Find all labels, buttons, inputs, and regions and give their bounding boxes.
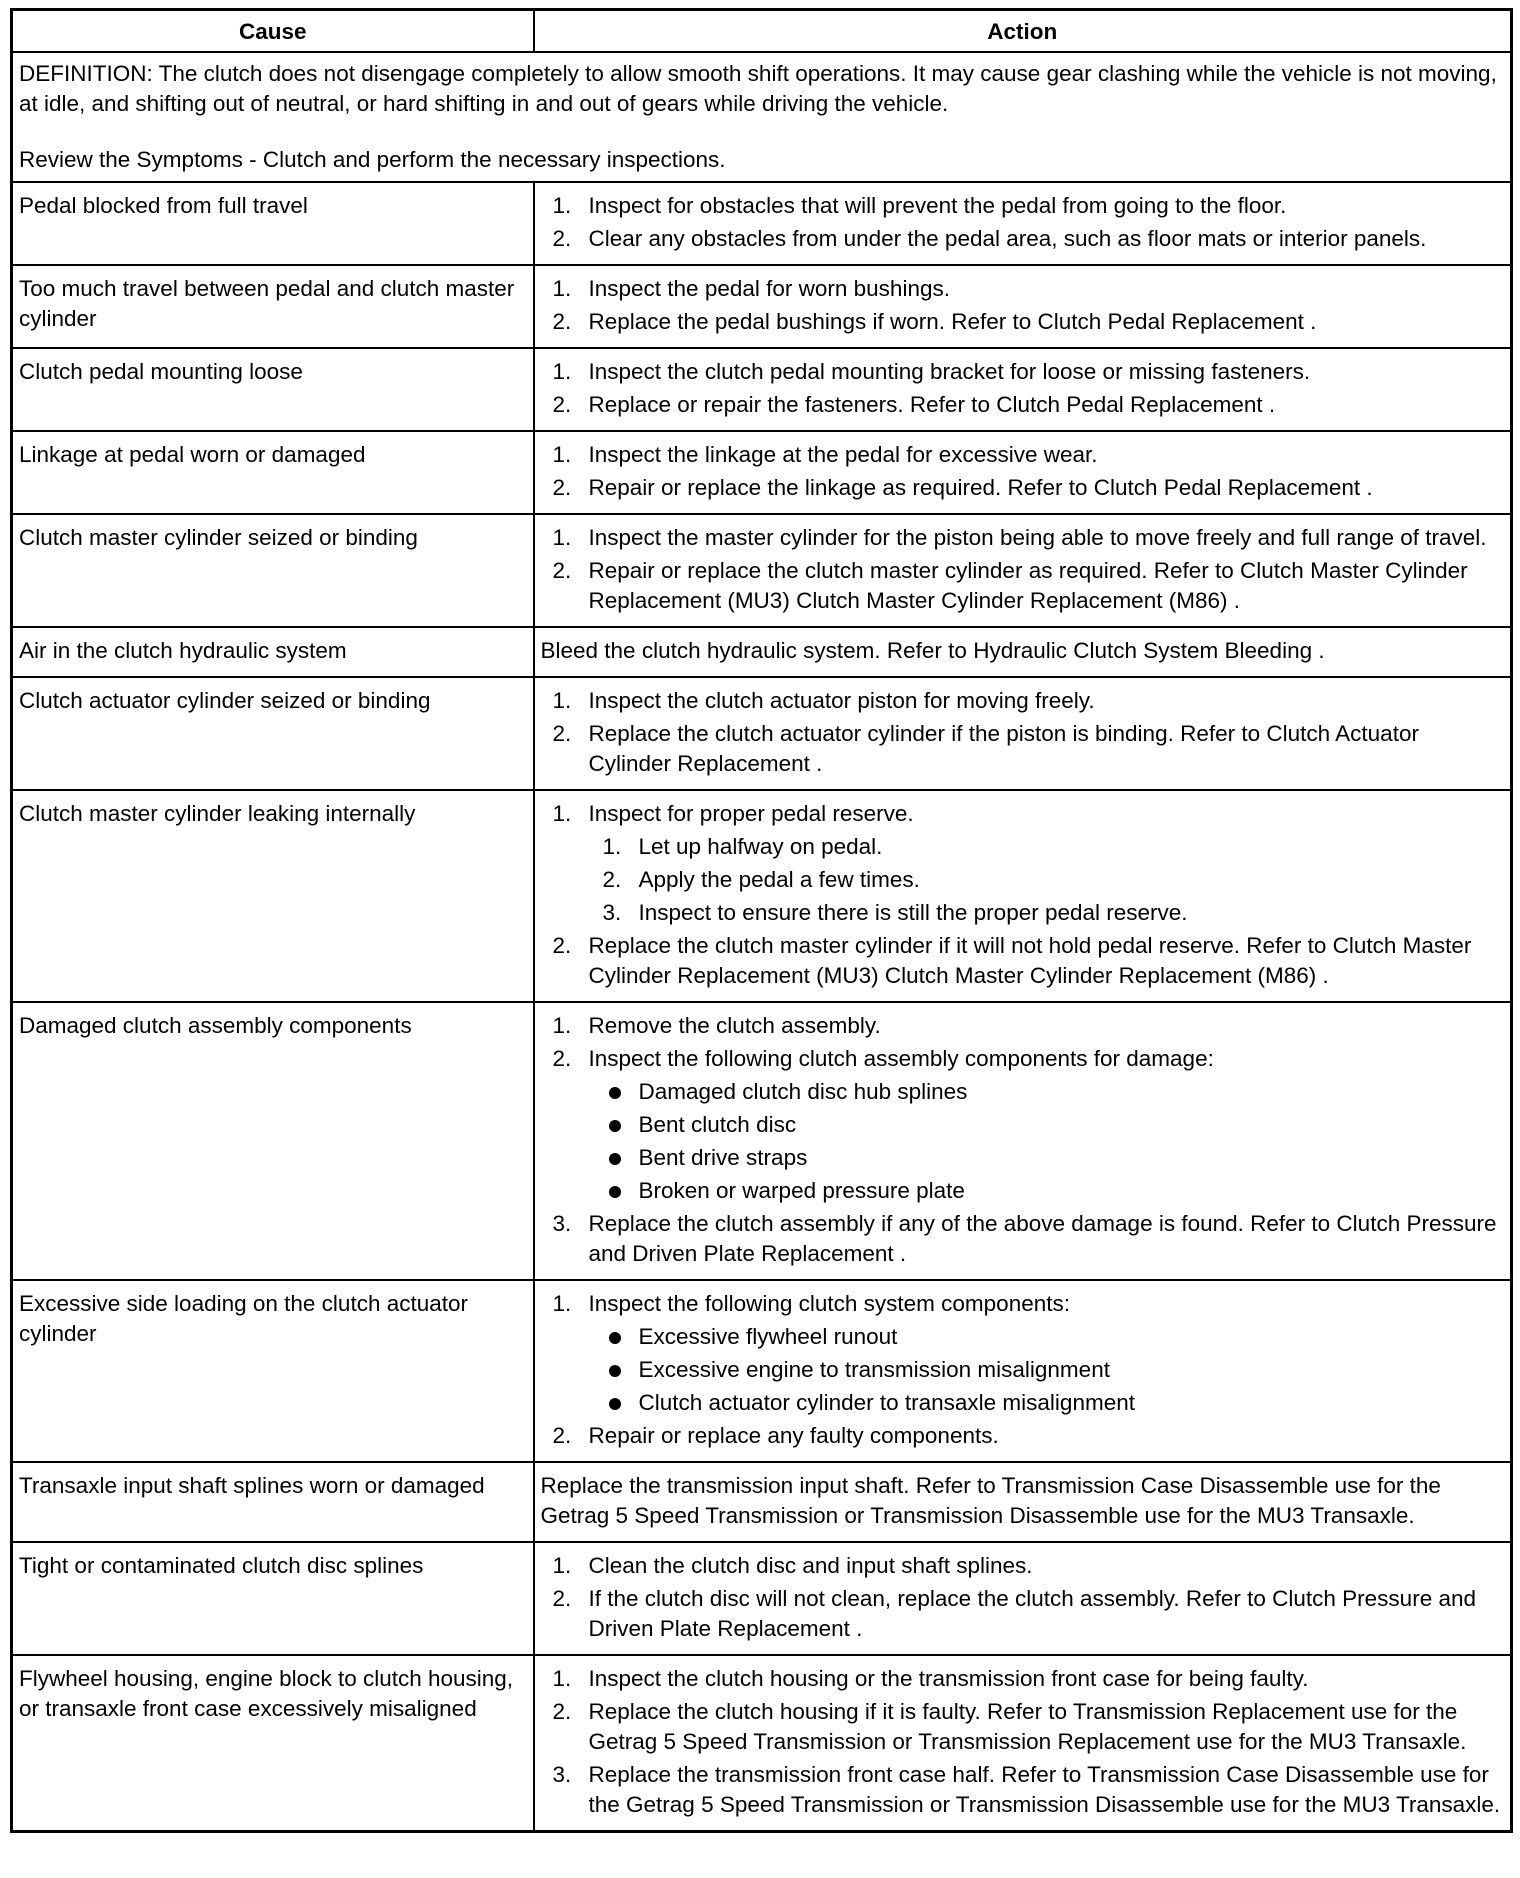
table-row xyxy=(12,348,1512,431)
step-item xyxy=(541,931,1505,991)
step-item xyxy=(541,357,1505,387)
bullet-list xyxy=(589,1077,1505,1206)
step-number: 3. xyxy=(552,1762,572,1787)
substep-item xyxy=(589,865,1505,895)
table-row xyxy=(12,1655,1512,1832)
step-number: 2. xyxy=(552,309,572,334)
bullet-item: Broken or warped pressure plate xyxy=(589,1176,1505,1206)
step-item xyxy=(541,191,1505,221)
cause-cell: Too much travel between pedal and clutch master cylinder xyxy=(12,265,534,348)
step-item xyxy=(541,224,1505,254)
substep-item xyxy=(589,898,1505,928)
substep-number: 1. xyxy=(602,834,622,859)
step-number: 1. xyxy=(552,442,572,467)
table-row xyxy=(12,182,1512,265)
step-text: Replace the clutch assembly if any of the above damage is found. Refer to Clutch Pressure and Driven Plate Replacement . xyxy=(588,1211,1497,1266)
step-item xyxy=(541,1551,1505,1581)
step-list xyxy=(541,191,1505,254)
header-row xyxy=(12,10,1512,53)
action-cell xyxy=(534,1655,1512,1832)
step-text: Inspect the clutch pedal mounting bracket for loose or missing fasteners. xyxy=(588,359,1311,384)
table-row xyxy=(12,1542,1512,1655)
step-number: 2. xyxy=(552,933,572,958)
step-item xyxy=(541,556,1505,616)
table-row xyxy=(12,627,1512,677)
step-text: Inspect the following clutch system components: xyxy=(588,1291,1070,1316)
step-text: Inspect for obstacles that will prevent the pedal from going to the floor. xyxy=(588,193,1287,218)
step-item xyxy=(541,440,1505,470)
step-number: 2. xyxy=(552,1046,572,1071)
step-item xyxy=(541,686,1505,716)
substep-text: Inspect to ensure there is still the proper pedal reserve. xyxy=(638,900,1188,925)
diagnostic-page xyxy=(10,8,1510,1833)
step-item xyxy=(541,1664,1505,1694)
substep-item xyxy=(589,832,1505,862)
definition-cell xyxy=(12,52,1512,182)
bullet-item: Clutch actuator cylinder to transaxle misalignment xyxy=(589,1388,1505,1418)
step-item xyxy=(541,1289,1505,1418)
step-number: 2. xyxy=(552,1586,572,1611)
step-list xyxy=(541,274,1505,337)
substep-list xyxy=(589,832,1505,928)
step-text: Inspect the pedal for worn bushings. xyxy=(588,276,950,301)
step-item xyxy=(541,1584,1505,1644)
diagnostic-table xyxy=(10,8,1513,1833)
step-text: Repair or replace the linkage as required. Refer to Clutch Pedal Replacement . xyxy=(588,475,1373,500)
action-cell xyxy=(534,1280,1512,1462)
step-text: Repair or replace any faulty components. xyxy=(588,1423,999,1448)
action-header: Action xyxy=(534,10,1512,53)
step-item xyxy=(541,274,1505,304)
step-text: Inspect the clutch housing or the transmission front case for being faulty. xyxy=(588,1666,1309,1691)
bullet-item: Excessive flywheel runout xyxy=(589,1322,1505,1352)
step-item xyxy=(541,719,1505,779)
step-text: Inspect the linkage at the pedal for excessive wear. xyxy=(588,442,1098,467)
step-list xyxy=(541,523,1505,616)
step-text: Inspect for proper pedal reserve. xyxy=(588,801,914,826)
step-text: Replace the pedal bushings if worn. Refer to Clutch Pedal Replacement . xyxy=(588,309,1317,334)
step-text: Clear any obstacles from under the pedal area, such as floor mats or interior panels. xyxy=(588,226,1427,251)
step-number: 3. xyxy=(552,1211,572,1236)
substep-number: 2. xyxy=(602,867,622,892)
step-item xyxy=(541,1209,1505,1269)
step-text: If the clutch disc will not clean, replace the clutch assembly. Refer to Clutch Pressure and Driven Plate Replacement . xyxy=(588,1586,1476,1641)
cause-cell: Clutch master cylinder leaking internally xyxy=(12,790,534,1002)
step-text: Replace the clutch housing if it is faulty. Refer to Transmission Replacement use for the Getrag 5 Speed Transmission or Transmission Replacement use for the MU3 Transaxle. xyxy=(588,1699,1467,1754)
step-item xyxy=(541,799,1505,928)
step-number: 2. xyxy=(552,1423,572,1448)
step-number: 2. xyxy=(552,226,572,251)
table-row xyxy=(12,431,1512,514)
action-cell xyxy=(534,182,1512,265)
step-number: 1. xyxy=(552,1666,572,1691)
step-item xyxy=(541,1697,1505,1757)
cause-cell: Linkage at pedal worn or damaged xyxy=(12,431,534,514)
step-text: Inspect the following clutch assembly components for damage: xyxy=(588,1046,1214,1071)
step-number: 2. xyxy=(552,475,572,500)
step-text: Inspect the clutch actuator piston for moving freely. xyxy=(588,688,1095,713)
bullet-item: Bent clutch disc xyxy=(589,1110,1505,1140)
step-list xyxy=(541,1551,1505,1644)
bullet-item: Bent drive straps xyxy=(589,1143,1505,1173)
table-row xyxy=(12,1280,1512,1462)
step-item xyxy=(541,1044,1505,1206)
table-row xyxy=(12,514,1512,627)
step-text: Replace the clutch master cylinder if it will not hold pedal reserve. Refer to Clutch Master Cylinder Replacement (MU3) Clutch Master Cylinder Replacement (M86) . xyxy=(588,933,1472,988)
table-row xyxy=(12,1002,1512,1280)
action-cell xyxy=(534,348,1512,431)
cause-cell: Air in the clutch hydraulic system xyxy=(12,627,534,677)
bullet-item: Excessive engine to transmission misalignment xyxy=(589,1355,1505,1385)
action-cell: Bleed the clutch hydraulic system. Refer to Hydraulic Clutch System Bleeding . xyxy=(534,627,1512,677)
table-row xyxy=(12,677,1512,790)
step-list xyxy=(541,686,1505,779)
step-list xyxy=(541,1011,1505,1269)
action-cell xyxy=(534,265,1512,348)
step-list xyxy=(541,799,1505,991)
step-number: 1. xyxy=(552,1553,572,1578)
cause-cell: Clutch master cylinder seized or binding xyxy=(12,514,534,627)
bullet-list xyxy=(589,1322,1505,1418)
action-cell xyxy=(534,431,1512,514)
definition-row xyxy=(12,52,1512,182)
step-number: 1. xyxy=(552,193,572,218)
action-cell xyxy=(534,1542,1512,1655)
step-number: 1. xyxy=(552,359,572,384)
step-list xyxy=(541,1289,1505,1451)
step-item xyxy=(541,390,1505,420)
step-text: Clean the clutch disc and input shaft splines. xyxy=(588,1553,1033,1578)
step-number: 2. xyxy=(552,392,572,417)
step-text: Replace the transmission front case half. Refer to Transmission Case Disassemble use for the Getrag 5 Speed Transmission or Transmission Disassemble use for the MU3 Transaxle. xyxy=(588,1762,1501,1817)
substep-text: Apply the pedal a few times. xyxy=(638,867,920,892)
table-row xyxy=(12,790,1512,1002)
substep-text: Let up halfway on pedal. xyxy=(638,834,883,859)
step-list xyxy=(541,440,1505,503)
action-cell: Replace the transmission input shaft. Refer to Transmission Case Disassemble use for the Getrag 5 Speed Transmission or Transmission Disassemble use for the MU3 Transaxle. xyxy=(534,1462,1512,1542)
table-row xyxy=(12,1462,1512,1542)
step-text: Inspect the master cylinder for the piston being able to move freely and full range of travel. xyxy=(588,525,1487,550)
action-cell xyxy=(534,1002,1512,1280)
cause-cell: Tight or contaminated clutch disc splines xyxy=(12,1542,534,1655)
step-number: 2. xyxy=(552,721,572,746)
cause-header: Cause xyxy=(12,10,534,53)
bullet-item: Damaged clutch disc hub splines xyxy=(589,1077,1505,1107)
step-number: 2. xyxy=(552,558,572,583)
step-item xyxy=(541,1011,1505,1041)
step-text: Remove the clutch assembly. xyxy=(588,1013,881,1038)
step-number: 1. xyxy=(552,801,572,826)
step-item xyxy=(541,1421,1505,1451)
step-number: 1. xyxy=(552,1291,572,1316)
step-text: Replace or repair the fasteners. Refer to Clutch Pedal Replacement . xyxy=(588,392,1276,417)
review-text: Review the Symptoms - Clutch and perform the necessary inspections. xyxy=(19,147,726,172)
step-text: Repair or replace the clutch master cylinder as required. Refer to Clutch Master Cylinder Replacement (MU3) Clutch Master Cylinder Replacement (M86) . xyxy=(588,558,1468,613)
cause-cell: Clutch pedal mounting loose xyxy=(12,348,534,431)
step-item xyxy=(541,523,1505,553)
step-list xyxy=(541,1664,1505,1820)
cause-cell: Clutch actuator cylinder seized or binding xyxy=(12,677,534,790)
step-text: Replace the clutch actuator cylinder if the piston is binding. Refer to Clutch Actuator Cylinder Replacement . xyxy=(588,721,1419,776)
table-row xyxy=(12,265,1512,348)
action-cell xyxy=(534,514,1512,627)
cause-cell: Pedal blocked from full travel xyxy=(12,182,534,265)
cause-cell: Flywheel housing, engine block to clutch housing, or transaxle front case excessively misaligned xyxy=(12,1655,534,1832)
substep-number: 3. xyxy=(602,900,622,925)
step-number: 1. xyxy=(552,525,572,550)
cause-cell: Transaxle input shaft splines worn or damaged xyxy=(12,1462,534,1542)
step-number: 1. xyxy=(552,1013,572,1038)
step-list xyxy=(541,357,1505,420)
cause-cell: Damaged clutch assembly components xyxy=(12,1002,534,1280)
action-cell xyxy=(534,677,1512,790)
cause-cell: Excessive side loading on the clutch actuator cylinder xyxy=(12,1280,534,1462)
step-number: 1. xyxy=(552,276,572,301)
step-item xyxy=(541,307,1505,337)
definition-text: DEFINITION: The clutch does not disengage completely to allow smooth shift operations. It may cause gear clashing while the vehicle is not moving, at idle, and shifting out of neutral, or hard shifting in and out of gears while driving the vehicle. xyxy=(19,61,1497,116)
action-cell xyxy=(534,790,1512,1002)
step-item xyxy=(541,473,1505,503)
step-item xyxy=(541,1760,1505,1820)
step-number: 2. xyxy=(552,1699,572,1724)
step-number: 1. xyxy=(552,688,572,713)
